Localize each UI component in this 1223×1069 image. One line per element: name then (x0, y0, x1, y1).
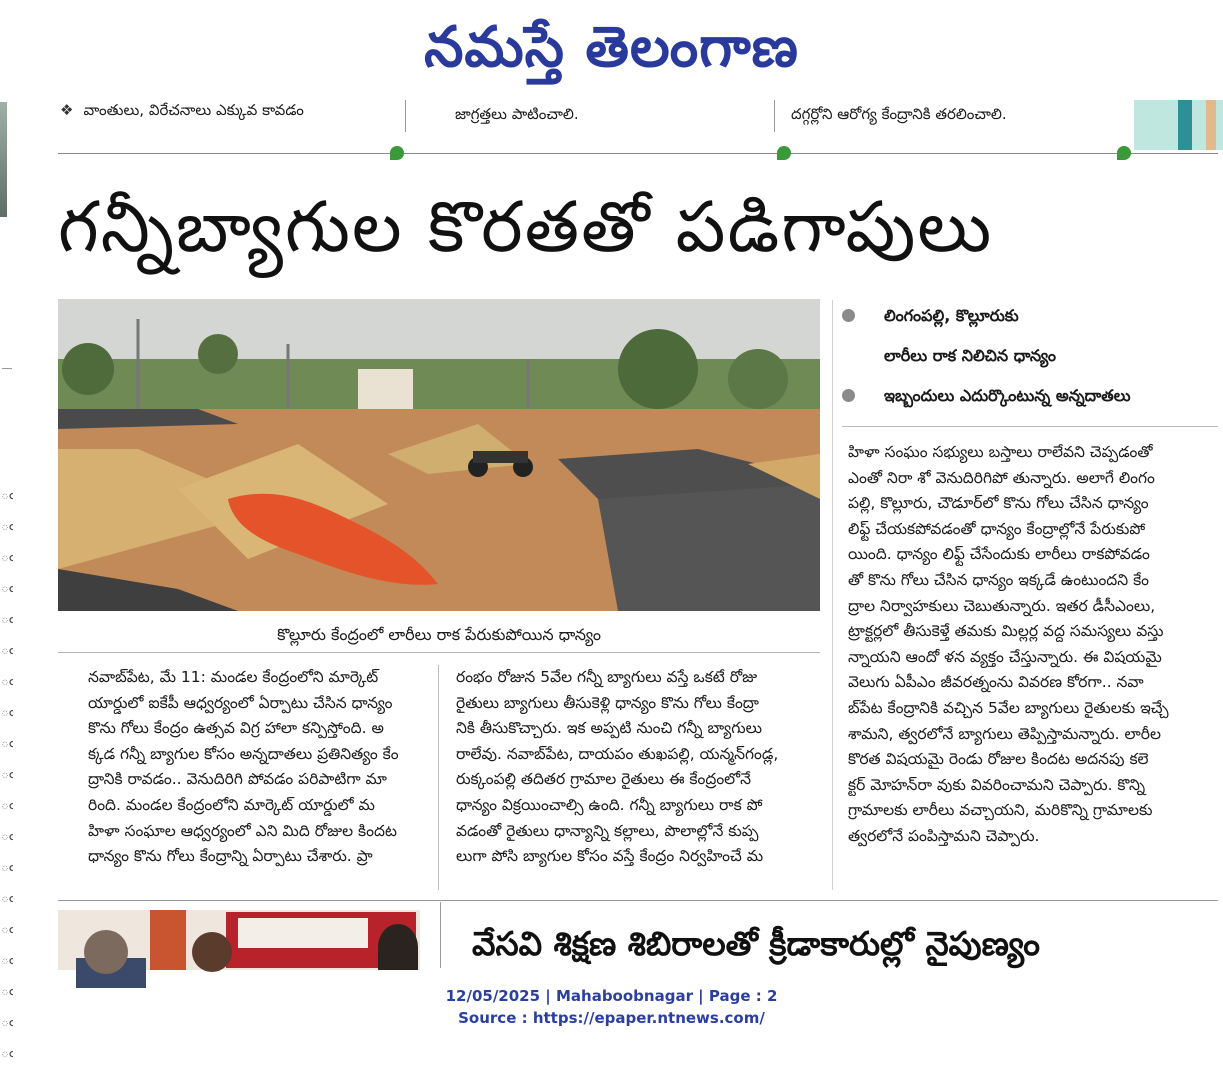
article-text-line: కొరత విషయమై రెండు రోజుల కిందట అదనపు కలె (848, 750, 1149, 769)
article-text-line: యార్డులో ఐకేపీ ఆధ్వర్యంలో ఏర్పాటు చేసిన ధాన్యం (88, 693, 393, 712)
article-text-line: లుగా పోసి బ్యాగుల కోసం వస్తే కేంద్రం నిర్వహించే మ (456, 847, 764, 866)
cropped-text-fragment: ఁ (0, 1045, 14, 1061)
diamond-bullet-icon: ❖ (60, 101, 74, 119)
highlight-text: ఇబ్బందులు ఎదుర్కొంటున్న అన్నదాతలు (884, 386, 1131, 405)
top-snippet-3 (791, 104, 1126, 124)
article-text-line: వెలుగు ఏపీఎం జీవరత్నంను వివరణ కోరగా.. నవా (848, 673, 1144, 692)
cropped-text-fragment: ఁ (0, 673, 14, 689)
illustration-figure (1206, 100, 1216, 150)
top-snippet-1 (60, 100, 395, 120)
article-text-line: న్నాయని ఆందో ళన వ్యక్తం చేస్తున్నారు. ఈ విషయమై (848, 647, 1162, 666)
cropped-text-fragment: ఁ (0, 704, 14, 720)
article-text-line: కొను గోలు కేంద్రం ఉత్సవ విగ్ర హాలా కన్పిస్తోంది. అ (88, 719, 384, 738)
person (378, 924, 418, 970)
footer-edition-info: 12/05/2025 | Mahaboobnagar | Page : 2 (445, 987, 778, 1005)
cropped-text-fragment: ఁ (0, 549, 14, 565)
article-photo (58, 299, 820, 611)
cropped-text-fragment: ఁ (0, 983, 14, 999)
illustration-figure (1178, 100, 1192, 150)
cropped-text-fragments (0, 480, 14, 1069)
article-column-2 (456, 665, 821, 870)
masthead-title: నమస్తే తెలంగాణ (424, 15, 799, 80)
cropped-text-fragment: ఁ (0, 797, 14, 813)
article-headline: గన్నీబ్యాగుల కొరతతో పడిగాపులు (58, 186, 994, 268)
cropped-text-fragment: ఁ (0, 828, 14, 844)
section-rule (58, 153, 1218, 154)
highlight-item (842, 296, 1222, 376)
top-snippet-2 (455, 104, 765, 124)
cropped-text-fragment: ఁ (0, 611, 14, 627)
cropped-text-fragment: ఁ (0, 952, 14, 968)
cropped-text-fragment: ఁ (0, 1014, 14, 1030)
article-text-line: లిఫ్ట్ చేయకపోవడంతో ధాన్యం కేంద్రాల్లోనే పేరుకుపో (848, 519, 1146, 538)
highlight-text: లారీలు రాక నిలిచిన ధాన్యం (884, 346, 1057, 365)
cropped-text-fragment: ఁ (0, 580, 14, 596)
cropped-text-fragment: ఁ (0, 766, 14, 782)
article-text-line: నికి తీసుకొచ్చారు. ఇక అప్పటి నుంచి గన్నీ బ్యాగులు (456, 719, 762, 738)
cropped-image (0, 102, 7, 217)
article-text-line: రుక్కంపల్లి తదితర గ్రామాల రైతులు ఈ కేంద్రంలోనే (456, 770, 752, 789)
bullet-dot-icon (842, 309, 855, 322)
cropped-text-fragment: ఁ (0, 642, 14, 658)
person (192, 932, 232, 972)
bullet-dot-icon (842, 389, 855, 402)
left-cropped-column (0, 100, 14, 1061)
column-divider (774, 100, 775, 132)
cropped-text-fragment: ఁ (0, 890, 14, 906)
article-text-line: బ్‌పేట కేంద్రానికి వచ్చిన 5వేల బ్యాగులు రైతులకు ఇచ్చే (848, 698, 1169, 717)
section-rule (58, 900, 1218, 901)
quote-mark-icon (390, 146, 404, 160)
article-column-1 (88, 665, 423, 870)
highlight-text: లింగంపల్లి, కొల్లూరుకు (884, 306, 1019, 325)
column-divider (832, 300, 833, 890)
footer-source-link[interactable]: Source : https://epaper.ntnews.com/ (458, 1009, 765, 1027)
cropped-text-fragment: ఁ (0, 518, 14, 534)
article-text-line: తో కొను గోలు చేసిన ధాన్యం ఇక్కడే ఉంటుందని కేం (848, 570, 1150, 589)
article-text-line: రాలేవు. నవాబ్‌పేట, దాయపం తుఖపల్లి, యన్మన్‌గండ్ల, (456, 744, 779, 763)
top-snippet-1-text: వాంతులు, విరేచనాలు ఎక్కువ కావడం (83, 101, 304, 119)
cropped-text-fragment: ఁ (0, 921, 14, 937)
article-text-line: రంభం రోజున 5వేల గన్నీ బ్యాగులు వస్తే ఒకటే రోజు (456, 668, 758, 686)
article-text-line: క్టర్ మోహన్‌రా వుకు వివరించామని చెప్పారు. కొన్ని (848, 775, 1146, 794)
cropped-illustration (1134, 100, 1223, 150)
top-snippet-2-text: జాగ్రత్తలు పాటించాలి. (455, 105, 579, 123)
highlight-item (842, 376, 1222, 416)
quote-mark-icon (777, 146, 791, 160)
photo-caption: కొల్లూరు కేంద్రంలో లారీలు రాక పేరుకుపోయిన ధాన్యం (277, 625, 601, 644)
article-text-line: హిళా సంఘాల ఆధ్వర్యంలో ఎని మిది రోజుల కిందట (88, 821, 397, 840)
article-text-line: గ్రామాలకు లారీలు వచ్చాయని, మరికొన్ని గ్రామాలకు (848, 801, 1153, 820)
article-text-line: నవాబ్‌పేట, మే 11: మండల కేంద్రంలోని మార్కెట్ (88, 668, 379, 686)
column-divider (405, 100, 406, 132)
masthead (0, 0, 1223, 96)
article-text-line: క్కడ గన్నీ బ్యాగుల కోసం అన్నదాతలు ప్రతినిత్యం కేం (88, 744, 399, 763)
cropped-text-fragment: ఁ (0, 859, 14, 875)
article-text-line: ట్రాక్టర్లలో తీసుకెళ్తే తమకు మిల్లర్ల వద్ద సమస్యలు వస్తు (848, 622, 1164, 641)
article-text-line: రింది. మండల కేంద్రంలోని మార్కెట్ యార్డులో మ (88, 795, 375, 814)
article-text-line: త్వరలోనే పంపిస్తామని చెప్పారు. (848, 826, 1040, 845)
column-divider (438, 665, 439, 890)
cropped-rule (2, 368, 12, 369)
highlights-rule (842, 426, 1218, 427)
article-text-line: ధాన్యం విక్రయించాల్సి ఉంది. గన్నీ బ్యాగులు రాక పో (456, 795, 763, 814)
article-text-line: ద్రానికి రావడం.. వెనుదిరిగి పోవడం పరిపాటిగా మా (88, 770, 387, 789)
article-column-3 (848, 440, 1218, 850)
article-text-line: రైతులు బ్యాగులు తీసుకెళ్లి ధాన్యం కొను గోలు కేంద్రా (456, 693, 759, 712)
article-text-line: ఎంతో నిరా శో వెనుదిరిగిపో తున్నారు. అలాగే లింగం (848, 468, 1155, 487)
column-divider (440, 902, 441, 968)
grain-heaps-illustration (58, 299, 820, 611)
cropped-text-fragment: ఁ (0, 735, 14, 751)
article-text-line: వడంతో రైతులు ధాన్యాన్ని కల్లాలు, పొలాల్లోనే కుప్ప (456, 821, 759, 840)
person (84, 930, 128, 974)
second-article-photo (58, 910, 420, 970)
article-text-line: ధాన్యం కొను గోలు కేంద్రాన్ని ఏర్పాటు చేశారు. ప్రా (88, 847, 373, 866)
person (150, 910, 186, 970)
article-text-line: పల్లి, కొల్లూరు, చౌడూర్‌లో కొను గోలు చేసిన ధాన్యం (848, 494, 1149, 513)
article-text-line: శామని, త్వరలోనే బ్యాగులు తెప్పిస్తామన్నారు. లారీల (848, 724, 1161, 743)
article-text-line: యింది. ధాన్యం లిఫ్ట్ చేసేందుకు లారీలు రాకపోవడం (848, 545, 1150, 564)
article-text-line: ద్రాల నిర్వాహకులు చెబుతున్నారు. ఇతర డీసీఎంలు, (848, 596, 1156, 615)
article-text-line: హిళా సంఘం సభ్యులు బస్తాలు రాలేవని చెప్పడంతో (848, 443, 1153, 461)
page-footer (0, 985, 1223, 1029)
article-highlights (842, 296, 1222, 416)
caption-rule (58, 652, 820, 653)
banner-panel (238, 918, 368, 948)
cropped-text-fragment: ఁ (0, 487, 14, 503)
second-article-headline: వేసవి శిక్షణ శిబిరాలతో క్రీడాకారుల్లో నైపుణ్యం (472, 924, 1040, 963)
top-snippet-3-text: దగ్గర్లోని ఆరోగ్య కేంద్రానికి తరలించాలి. (791, 105, 1007, 123)
quote-mark-icon (1117, 146, 1131, 160)
